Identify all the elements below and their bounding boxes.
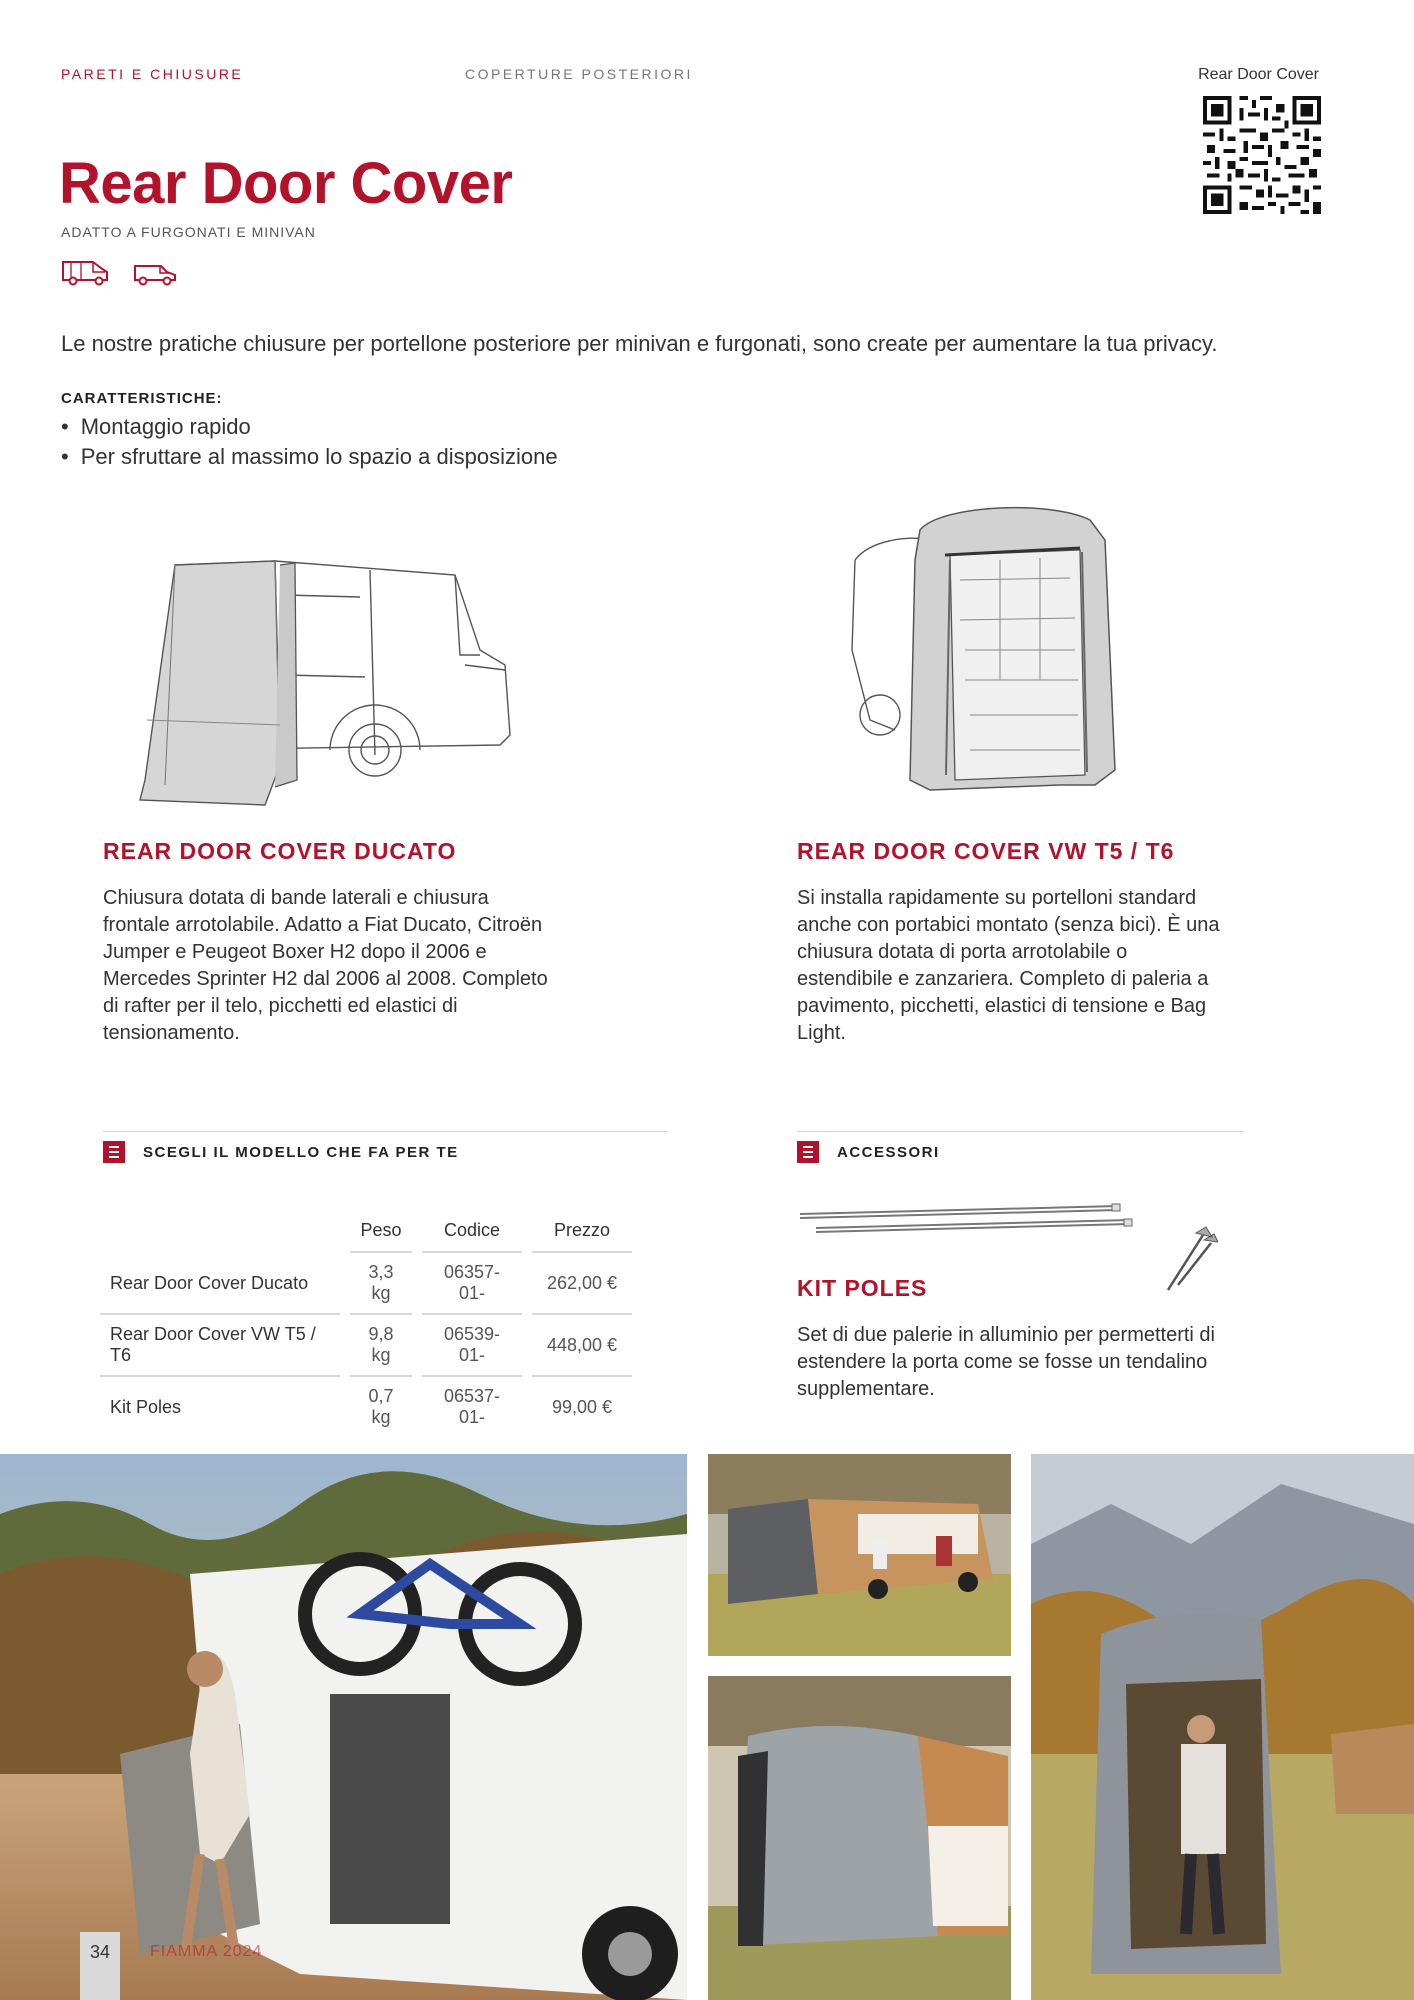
features-list — [61, 412, 558, 472]
footer-brand: FIAMMA 2024 — [150, 1943, 263, 1960]
model-price: 99,00 € — [551, 1396, 613, 1417]
table-row — [100, 1253, 632, 1315]
model-weight: 0,7 kg — [368, 1386, 394, 1427]
feature-item: • Per sfruttare al massimo lo spazio a disposizione — [61, 442, 558, 472]
model-code: 06537-01- — [443, 1386, 501, 1427]
photo-vw-cover-field — [708, 1454, 1011, 1656]
model-price: 262,00 € — [532, 1253, 632, 1315]
model-code: 06539-01- — [422, 1315, 522, 1377]
van-small-icon — [133, 258, 177, 286]
column-header-prezzo: Prezzo — [532, 1220, 632, 1253]
list-icon — [797, 1141, 819, 1163]
kit-poles-name: KIT POLES — [797, 1275, 928, 1301]
kit-poles-description: Set di due palerie in alluminio per permetterti di estendere la porta come se fosse un tendalino supplementare. — [797, 1324, 1215, 1400]
photo-vw-cover-mountains — [1031, 1454, 1414, 2000]
vehicle-icons — [61, 258, 177, 286]
model-weight: 3,3 kg — [350, 1253, 412, 1315]
model-code: 06357-01- — [422, 1253, 522, 1315]
variant-vw-description: Si installa rapidamente su portelloni standard anche con portabici montato (senza bici). È una chiusura dotata di porta arrotolabile o estendibile e zanzariera. Completo di paleria a pavimento, picchetti, elastici di tensione e Bag Light. — [797, 887, 1220, 1044]
accessories-section-heading — [797, 1141, 940, 1163]
table-row — [100, 1315, 632, 1377]
breadcrumb-subcategory: COPERTURE POSTERIORI — [465, 66, 693, 82]
models-heading-text: SCEGLI IL MODELLO CHE FA PER TE — [143, 1143, 459, 1161]
model-name: Kit Poles — [110, 1396, 182, 1417]
photo-van-with-bikes — [0, 1454, 687, 2000]
features-label: CARATTERISTICHE: — [61, 390, 223, 407]
qr-label: Rear Door Cover — [1198, 66, 1319, 83]
model-name: Rear Door Cover Ducato — [100, 1253, 340, 1315]
variant-ducato-name: REAR DOOR COVER DUCATO — [103, 838, 457, 864]
ducato-van-illustration — [135, 555, 515, 810]
variant-ducato-description: Chiusura dotata di bande laterali e chiusura frontale arrotolabile. Adatto a Fiat Ducato, Citroën Jumper e Peugeot Boxer H2 dopo il 2006 e Mercedes Sprinter H2 dal 2006 al 2008. Completo di rafter per il telo, picchetti ed elastici di tensionamento. — [103, 887, 548, 1044]
page-subtitle: ADATTO A FURGONATI E MINIVAN — [61, 224, 316, 240]
models-table — [90, 1220, 642, 1437]
accessories-section-rule — [797, 1131, 1244, 1132]
van-large-icon — [61, 258, 111, 286]
model-price: 448,00 € — [532, 1315, 632, 1377]
intro-text: Le nostre pratiche chiusure per portellone posteriore per minivan e furgonati, sono create per aumentare la tua privacy. — [61, 331, 1218, 356]
vw-t5-t6-illustration — [850, 500, 1120, 795]
breadcrumb-category: PARETI E CHIUSURE — [61, 66, 244, 82]
models-section-heading — [103, 1141, 459, 1163]
table-header-row — [100, 1220, 632, 1253]
feature-item: • Montaggio rapido — [61, 412, 558, 442]
column-header-codice: Codice — [422, 1220, 522, 1253]
page-title: Rear Door Cover — [59, 151, 513, 216]
photo-vw-cover-closeup — [708, 1676, 1011, 2000]
models-section-rule — [103, 1131, 668, 1132]
qr-code[interactable] — [1203, 96, 1321, 214]
variant-vw-name: REAR DOOR COVER VW T5 / T6 — [797, 838, 1175, 864]
column-header-peso: Peso — [350, 1220, 412, 1253]
model-weight: 9,8 kg — [350, 1315, 412, 1377]
page-number: 34 — [80, 1932, 120, 2000]
table-row — [100, 1377, 632, 1437]
model-name: Rear Door Cover VW T5 / T6 — [100, 1315, 340, 1377]
accessories-heading-text: ACCESSORI — [837, 1143, 940, 1161]
list-icon — [103, 1141, 125, 1163]
